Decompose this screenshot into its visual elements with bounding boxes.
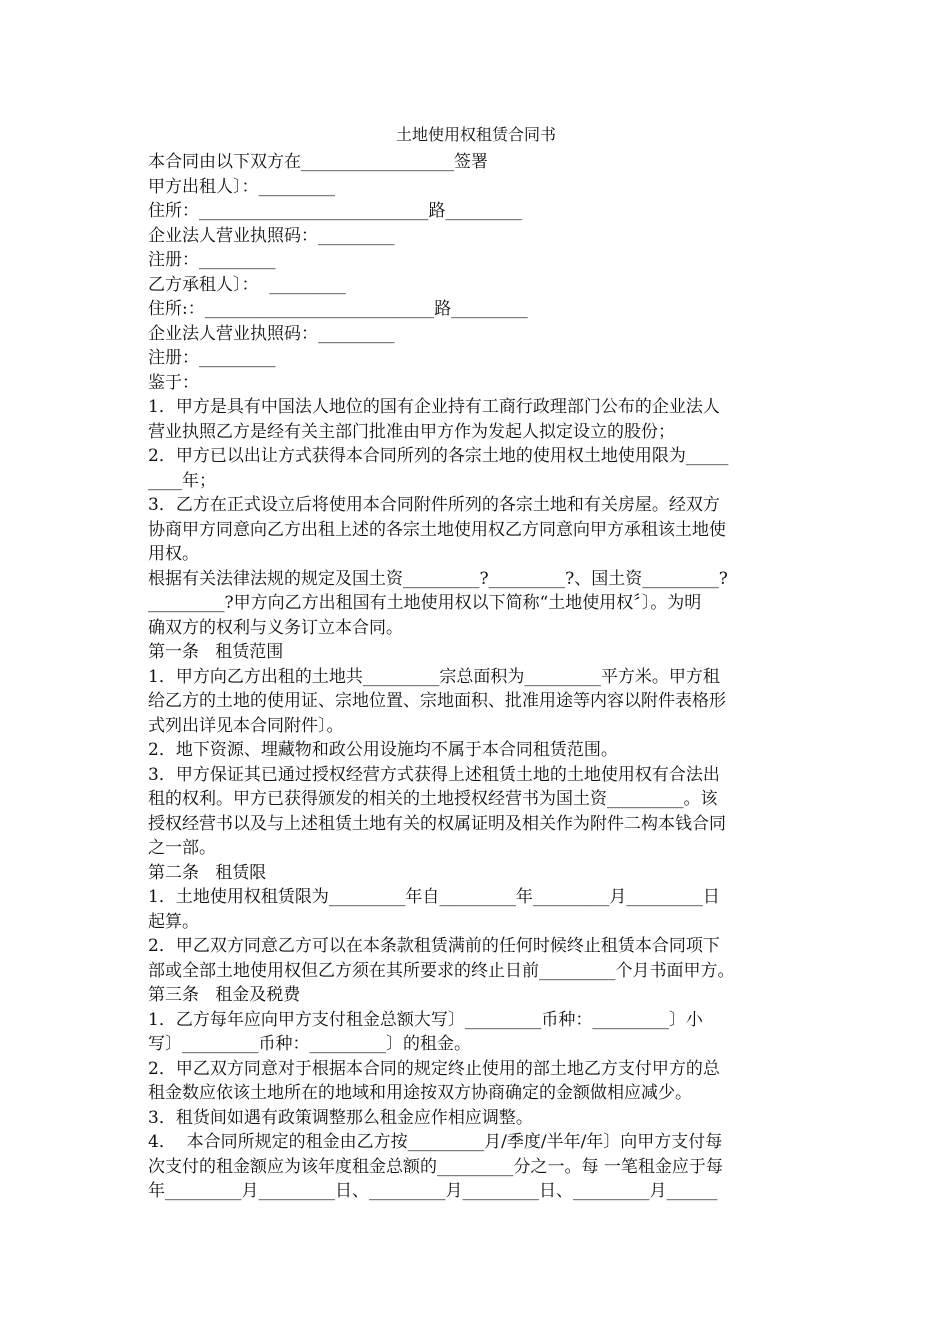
text-line: 2．甲乙双方同意乙方可以在本条款租赁满前的任何时候终止租赁本合同项下 — [148, 936, 720, 956]
text-line: 第二条 租赁限 — [148, 862, 267, 883]
text-line: 租金数应依该土地所在的地域和用途按双方协商确定的金额做相应减少。 — [148, 1083, 692, 1103]
text-line: 营业执照乙方是经有关主部门批准由甲方作为发起人拟定设立的股份； — [148, 421, 675, 442]
text-line: 注册：_________ — [148, 348, 276, 368]
text-line: 之一部。 — [148, 838, 216, 858]
text-line: 确双方的权利与义务订立本合同。 — [148, 617, 403, 638]
text-line: 1．甲方向乙方出租的土地共_________宗总面积为_________平方米。甲方租 — [148, 666, 720, 687]
text-line: 企业法人营业执照码：_________ — [148, 323, 395, 344]
text-line: 3．租货间如遇有政策调整那么租金应作相应调整。 — [148, 1107, 533, 1128]
document-title: 土地使用权租赁合同书 — [395, 125, 556, 144]
text-line: 1．乙方每年应向甲方支付租金总额大写〕_________币种：_________〕小 — [148, 1009, 703, 1030]
text-line: 4． 本合同所规定的租金由乙方按_________月/季度/半年/年〕向甲方支付每 — [148, 1132, 723, 1152]
document-body — [148, 150, 804, 1204]
text-line: 住所:：___________________________路_________ — [148, 299, 528, 319]
text-line: 起算。 — [148, 911, 199, 932]
text-line: 3．乙方在正式设立后将使用本合同附件所列的各宗土地和有关房屋。经双方 — [148, 495, 720, 515]
text-line: _________?甲方向乙方出租国有土地使用权以下简称“土地使用权〞〕。为明 — [148, 593, 702, 613]
text-line: 协商甲方同意向乙方出租上述的各宗土地使用权乙方同意向甲方承租该土地使 — [148, 519, 726, 540]
text-line: 第三条 租金及税费 — [148, 985, 301, 1005]
text-line: 本合同由以下双方在__________________签署 — [148, 152, 488, 172]
contract-document — [148, 124, 804, 1204]
text-line: 1．土地使用权租赁限为_________年自_________年_________月_________日 — [148, 887, 720, 907]
text-line: ____年； — [148, 470, 216, 491]
text-line: 企业法人营业执照码：_________ — [148, 225, 395, 246]
text-line: 式列出详见本合同附件〕。 — [148, 715, 344, 736]
text-line: 住所：___________________________路_________ — [148, 201, 522, 221]
text-line: 第一条 租赁范围 — [148, 642, 284, 662]
text-line: 乙方承租人〕： _________ — [148, 274, 346, 295]
text-line: 甲方出租人〕：_________ — [148, 176, 335, 197]
text-line: 用权。 — [148, 544, 199, 564]
text-line: 次支付的租金额应为该年度租金总额的_________分之一。每 一笔租金应于每 — [148, 1156, 723, 1177]
text-line: 注册：_________ — [148, 250, 276, 270]
text-line: 部或全部土地使用权但乙方须在其所要求的终止日前_________个月书面甲方。 — [148, 960, 735, 981]
text-line: 租的权利。甲方已获得颁发的相关的土地授权经营书为国土资_________。该 — [148, 789, 718, 809]
text-line: 给乙方的土地的使用证、宗地位置、宗地面积、批准用途等内容以附件表格形 — [148, 691, 726, 711]
text-line: 年_________月_________日、_________月_________日、_________月______ — [148, 1181, 718, 1201]
text-line: 1．甲方是具有中国法人地位的国有企业持有工商行政理部门公布的企业法人 — [148, 397, 720, 417]
text-line: 3．甲方保证其已通过授权经营方式获得上述租赁土地的土地使用权有合法出 — [148, 764, 720, 785]
text-line: 2．地下资源、埋藏物和政公用设施均不属于本合同租赁范围。 — [148, 740, 618, 760]
text-line: 2．甲乙双方同意对于根据本合同的规定终止使用的部土地乙方支付甲方的总 — [148, 1058, 720, 1079]
text-line: 写〕_________币种：_________〕的租金。 — [148, 1034, 471, 1054]
text-line: 2．甲方已以出让方式获得本合同所列的各宗土地的使用权土地使用限为_____ — [148, 446, 729, 466]
text-line: 授权经营书以及与上述租赁土地有关的权属证明及相关作为附件二构本钱合同 — [148, 813, 726, 834]
text-line: 根据有关法律法规的规定及国土资_________?_________?、国土资_________? — [148, 568, 728, 589]
text-line: 鉴于： — [148, 372, 199, 393]
